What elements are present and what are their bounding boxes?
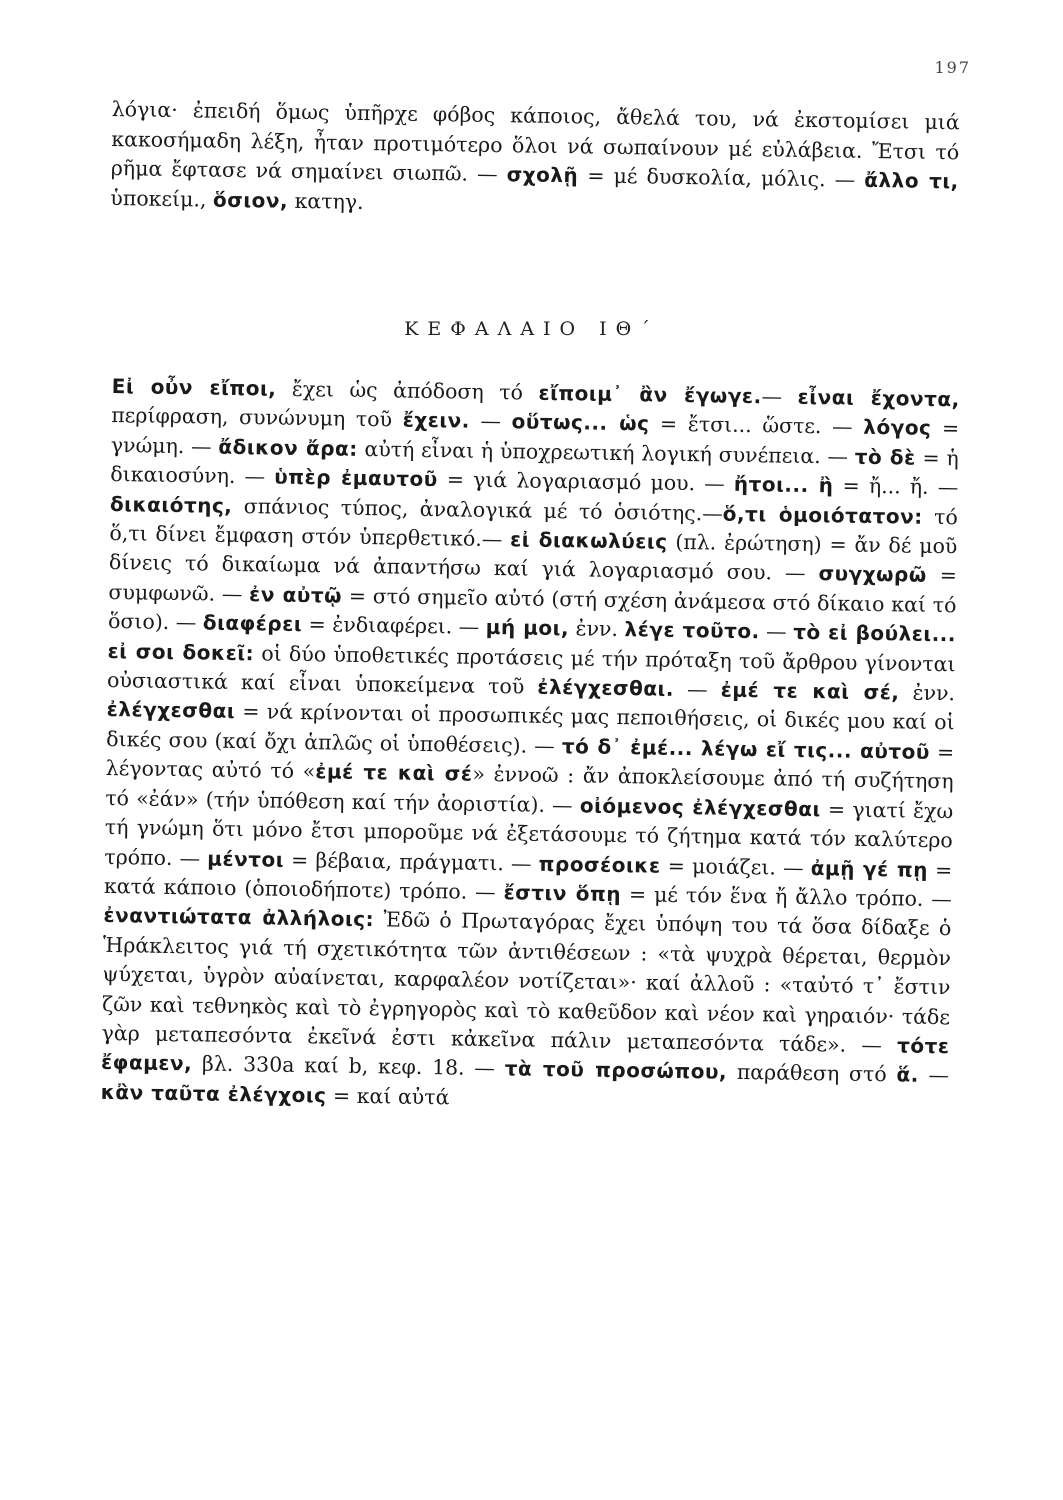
lemma: εἴποιμ᾽ ἂν ἔγωγε. [538, 380, 762, 409]
lemma: προσέοικε [538, 851, 661, 878]
lemma: ὅσιον, [212, 187, 289, 213]
lemma: οἰόμενος ἐλέγχεσθαι [579, 793, 821, 821]
lemma: οὕτως... ὡς [511, 409, 650, 436]
lemma: ἄλλο τι, [864, 168, 959, 194]
lemma: συγχωρῶ [818, 561, 927, 588]
lemma: ἐμέ τε καὶ σέ, [720, 677, 900, 705]
lemma: ἔχειν. [402, 407, 471, 434]
chapter-title: ΚΕΦΑΛΑΙΟ ΙΘ΄ [404, 318, 659, 340]
commentary-text: λόγια· ἐπειδή ὅμως ὑπῆρχε φόβος κάποιος, ἄθελά του, νά ἐκστομίσει μιά κακοσήμαδη λέξη, ἦταν προτιμότερο ὅλοι νά σωπαίνουν μέ εὐλάβεια. Ἔτσι τό ρῆμα ἔφτασε νά σημαίνει σιωπῶ. — σχολῇ = μέ δυσκολία, μόλις. — ἄλλο τι, ὑποκείμ., ὅσιον, κατηγ. [110, 96, 960, 214]
lemma: τὰ τοῦ προσώπου, [504, 1056, 728, 1085]
page-number: 197 [934, 58, 971, 77]
lemma: δικαιότης, [109, 491, 233, 518]
lemma: εἶναι ἔχοντα, [797, 384, 960, 412]
lemma: ἀμῇ γέ πῃ [810, 855, 929, 882]
lemma: ἐν αὐτῷ [248, 582, 343, 608]
lemma: σχολῇ [506, 162, 579, 188]
lemma: ἅ. [896, 1062, 919, 1088]
lemma: ἐμέ τε καὶ σέ [315, 759, 473, 786]
lemma: λέγε τοῦτο. [624, 617, 760, 644]
lemma: ὑπὲρ ἐμαυτοῦ [274, 464, 438, 492]
lemma: τὸ εἰ βούλει... εἰ σοι δοκεῖ: [107, 619, 957, 665]
lemma: διαφέρει [202, 610, 303, 637]
lemma: Εἰ οὖν εἴποι, [111, 373, 277, 401]
lemma: μή μοι, [485, 615, 570, 641]
lemma: εἰ διακωλύεις [509, 527, 668, 554]
lemma: τότε ἔφαμεν, [100, 1033, 950, 1076]
lemma: ἐλέγχεσθαι. [537, 674, 675, 701]
lemma: ἐναντιώτατα ἀλλήλοις: [103, 903, 375, 932]
lemma: ἐλέγχεσθαι [106, 697, 236, 724]
lemma: τό δ᾽ ἐμέ... λέγω εἴ τις... αὐτοῦ [561, 733, 931, 764]
top-paragraph [110, 95, 960, 227]
lemma: λόγος [863, 415, 932, 441]
lemma: κἂν ταῦτα ἐλέγχοις [100, 1079, 327, 1108]
lemma: ἤτοι... ἢ [733, 472, 834, 498]
lemma: ὅ,τι ὁμοιότατον: [722, 501, 923, 529]
main-paragraph [100, 372, 959, 1120]
lemma: τὸ δὲ [854, 444, 916, 470]
lemma: μέντοι [207, 846, 285, 872]
lemma: ἄδικον ἄρα: [218, 434, 358, 461]
commentary-text: Εἰ οὖν εἴποι, ἔχει ὡς ἀπόδοση τό εἴποιμ᾽ ἂν ἔγωγε.— εἶναι ἔχοντα, περίφραση, συνώνυμη τοῦ ἔχειν. — οὕτως... ὡς = ἔτσι... ὥστε. — λόγος = γνώμη. — ἄδικον ἄρα: αὐτή εἶναι ἡ ὑποχρεωτική λογική συνέπεια. — τὸ δὲ = ἡ δικαιοσύνη. — ὑπὲρ ἐμαυτοῦ = γιά λογαριασμό μου. — ἤτοι... ἢ = ἤ... ἤ. — δικαιότης, σπάνιος τύπος, ἀναλογικά μέ τό ὁσιότης.—ὅ,τι ὁμοιότατον: τό ὅ,τι δίνει ἔμφαση στόν ὑπερθετικό.— εἰ διακωλύεις (πλ. ἐρώτηση) = ἄν δέ μοῦ δίνεις τό δικαίωμα νά ἀπαντήσω καί γιά λογαριασμό σου. — συγχωρῶ = συμφωνῶ. — ἐν αὐτῷ = στό σημεῖο αὐτό (στή σχέση ἀνάμεσα στό δίκαιο καί τό ὅσιο). — διαφέρει = ἐνδιαφέρει. — μή μοι, ἐνν. λέγε τοῦτο. — τὸ εἰ βούλει... εἰ σοι δοκεῖ: οἱ δύο ὑποθετικές προτάσεις μέ τήν πρόταξη τοῦ ἄρθρου γίνονται οὐσιαστικά καί εἶναι ὑποκείμενα τοῦ ἐλέγχεσθαι. — ἐμέ τε καὶ σέ, ἐνν. ἐλέγχεσθαι = νά κρίνονται οἱ προσωπικές μας πεποιθήσεις, οἱ δικές μου καί οἱ δικές σου (καί ὄχι ἁπλῶς οἱ ὑποθέσεις). — τό δ᾽ ἐμέ... λέγω εἴ τις... αὐτοῦ = λέγοντας αὐτό τό «ἐμέ τε καὶ σέ» ἐννοῶ : ἄν ἀποκλείσουμε ἀπό τή συζήτηση τό «ἐάν» (τήν ὑπόθεση καί τήν ἀοριστία). — οἰόμενος ἐλέγχεσθαι = γιατί ἔχω τή γνώμη ὅτι μόνο ἔτσι μποροῦμε νά ἐξετάσουμε τό ζήτημα κατά τόν καλύτερο τρόπο. — μέντοι = βέβαια, πράγματι. — προσέοικε = μοιάζει. — ἀμῇ γέ πῃ = κατά κάποιο (ὁποιοδήποτε) τρόπο. — ἔστιν ὅπῃ = μέ τόν ἕνα ἤ ἄλλο τρόπο. — ἐναντιώτατα ἀλλήλοις: Ἐδῶ ὁ Πρωταγόρας ἔχει ὑπόψη του τά ὅσα δίδαξε ὁ Ἡράκλειτος γιά τή σχετικότητα τῶν ἀντιθέσεων : «τὰ ψυχρὰ θέρεται, θερμὸν ψύχεται, ὑγρὸν αὐαίνεται, καρφαλέον νοτίζεται»· καί ἀλλοῦ : «ταὐτό τ᾽ ἔστιν ζῶν καὶ τεθνηκὸς καὶ τὸ ἐγρηγορὸς καὶ τὸ καθεῦδον καὶ νέον καὶ γηραιόν· τάδε γὰρ μεταπεσόντα ἐκεῖνά ἐστι κἀκεῖνα πάλιν μεταπεσόντα τάδε». — τότε ἔφαμεν, βλ. 330a καί b, κεφ. 18. — τὰ τοῦ προσώπου, παράθεση στό ἅ. — κἂν ταῦτα ἐλέγχοις = καί αὐτά [100, 373, 960, 1110]
lemma: ἔστιν ὅπῃ [503, 880, 622, 906]
